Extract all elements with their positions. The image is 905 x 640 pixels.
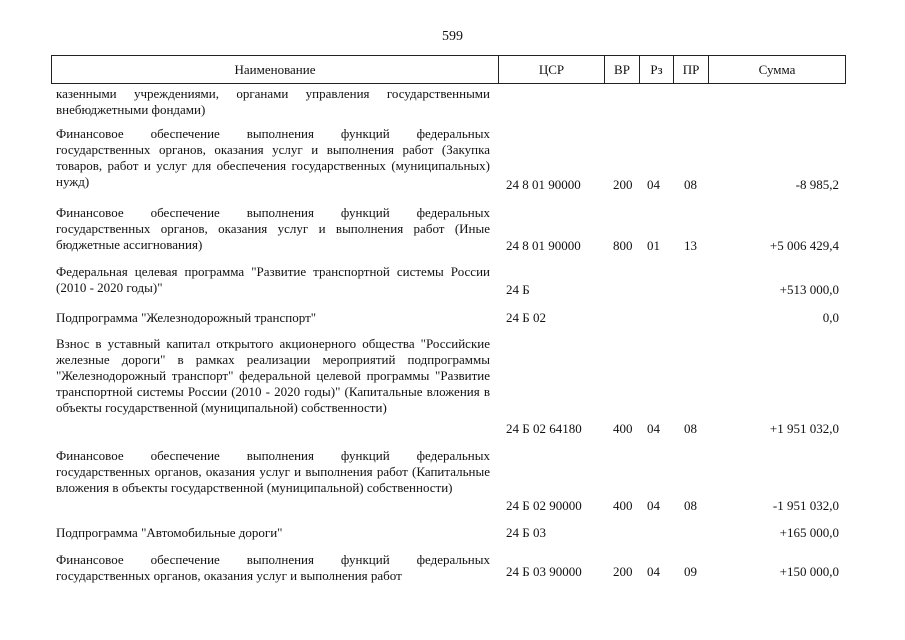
row-csr: 24 Б 03 [506, 525, 546, 540]
row-csr: 24 Б [506, 282, 530, 297]
table-row [0, 448, 905, 518]
table-row [0, 205, 905, 259]
row-sum: +513 000,0 [779, 282, 839, 297]
row-csr: 24 8 01 90000 [506, 177, 581, 192]
row-sum: +165 000,0 [779, 525, 839, 540]
row-pr: 08 [684, 421, 697, 436]
page-number: 599 [442, 29, 463, 44]
row-rz: 01 [647, 238, 660, 253]
row-sum: -1 951 032,0 [772, 498, 839, 513]
row-pr: 08 [684, 498, 697, 513]
row-name: Финансовое обеспечение выполнения функций федеральных государственных органов, оказания услуг и выполнения работ (Капитальные вложения в объекты государственной (муниципальной) собственности) [56, 448, 490, 495]
row-name: Подпрограмма "Автомобильные дороги" [56, 525, 283, 540]
row-sum: +5 006 429,4 [769, 238, 839, 253]
row-csr: 24 Б 02 64180 [506, 421, 582, 436]
row-csr: 24 Б 02 [506, 310, 546, 325]
table-row [0, 310, 905, 328]
header-vr: ВР [605, 56, 640, 84]
row-vr: 400 [613, 421, 633, 436]
table-row [0, 126, 905, 196]
row-pr: 13 [684, 238, 697, 253]
row-rz: 04 [647, 498, 660, 513]
row-name: Финансовое обеспечение выполнения функций федеральных государственных органов, оказания услуг и выполнения работ (Иные бюджетные ассигнования) [56, 205, 490, 252]
row-vr: 200 [613, 177, 633, 192]
header-pr: ПР [674, 56, 709, 84]
row-name: казенными учреждениями, органами управления государственными внебюджетными фондами) [56, 86, 490, 117]
row-pr: 09 [684, 564, 697, 579]
header-csr: ЦСР [499, 56, 605, 84]
table-row [0, 264, 905, 300]
row-sum: -8 985,2 [795, 177, 839, 192]
table-row [0, 552, 905, 588]
row-sum: 0,0 [822, 310, 839, 325]
row-name: Финансовое обеспечение выполнения функций федеральных государственных органов, оказания услуг и выполнения работ (Закупка товаров, работ и услуг для обеспечения государственных (муниципальных) нужд) [56, 126, 490, 189]
row-csr: 24 Б 03 90000 [506, 564, 582, 579]
row-vr: 400 [613, 498, 633, 513]
table-row [0, 84, 905, 120]
row-sum: +150 000,0 [779, 564, 839, 579]
row-pr: 08 [684, 177, 697, 192]
header-name: Наименование [52, 56, 499, 84]
header-sum: Сумма [709, 56, 846, 84]
row-csr: 24 Б 02 90000 [506, 498, 582, 513]
row-csr: 24 8 01 90000 [506, 238, 581, 253]
table-row [0, 336, 905, 440]
row-name: Взнос в уставный капитал открытого акционерного общества "Российские железные дороги" в рамках реализации мероприятий подпрограммы "Железнодорожный транспорт" федеральной целевой программы "Развитие транспортной системы России (2010 - 2020 годы)" (Капитальные вложения в объекты государственной (муниципальной) собственности) [56, 336, 490, 415]
row-rz: 04 [647, 177, 660, 192]
row-name: Подпрограмма "Железнодорожный транспорт" [56, 310, 317, 325]
header-rz: Рз [640, 56, 674, 84]
row-vr: 800 [613, 238, 633, 253]
row-vr: 200 [613, 564, 633, 579]
row-rz: 04 [647, 421, 660, 436]
row-rz: 04 [647, 564, 660, 579]
row-name: Финансовое обеспечение выполнения функций федеральных государственных органов, оказания услуг и выполнения работ [56, 552, 490, 583]
row-sum: +1 951 032,0 [769, 421, 839, 436]
table-row [0, 525, 905, 543]
row-name: Федеральная целевая программа "Развитие транспортной системы России (2010 - 2020 годы)" [56, 264, 490, 295]
